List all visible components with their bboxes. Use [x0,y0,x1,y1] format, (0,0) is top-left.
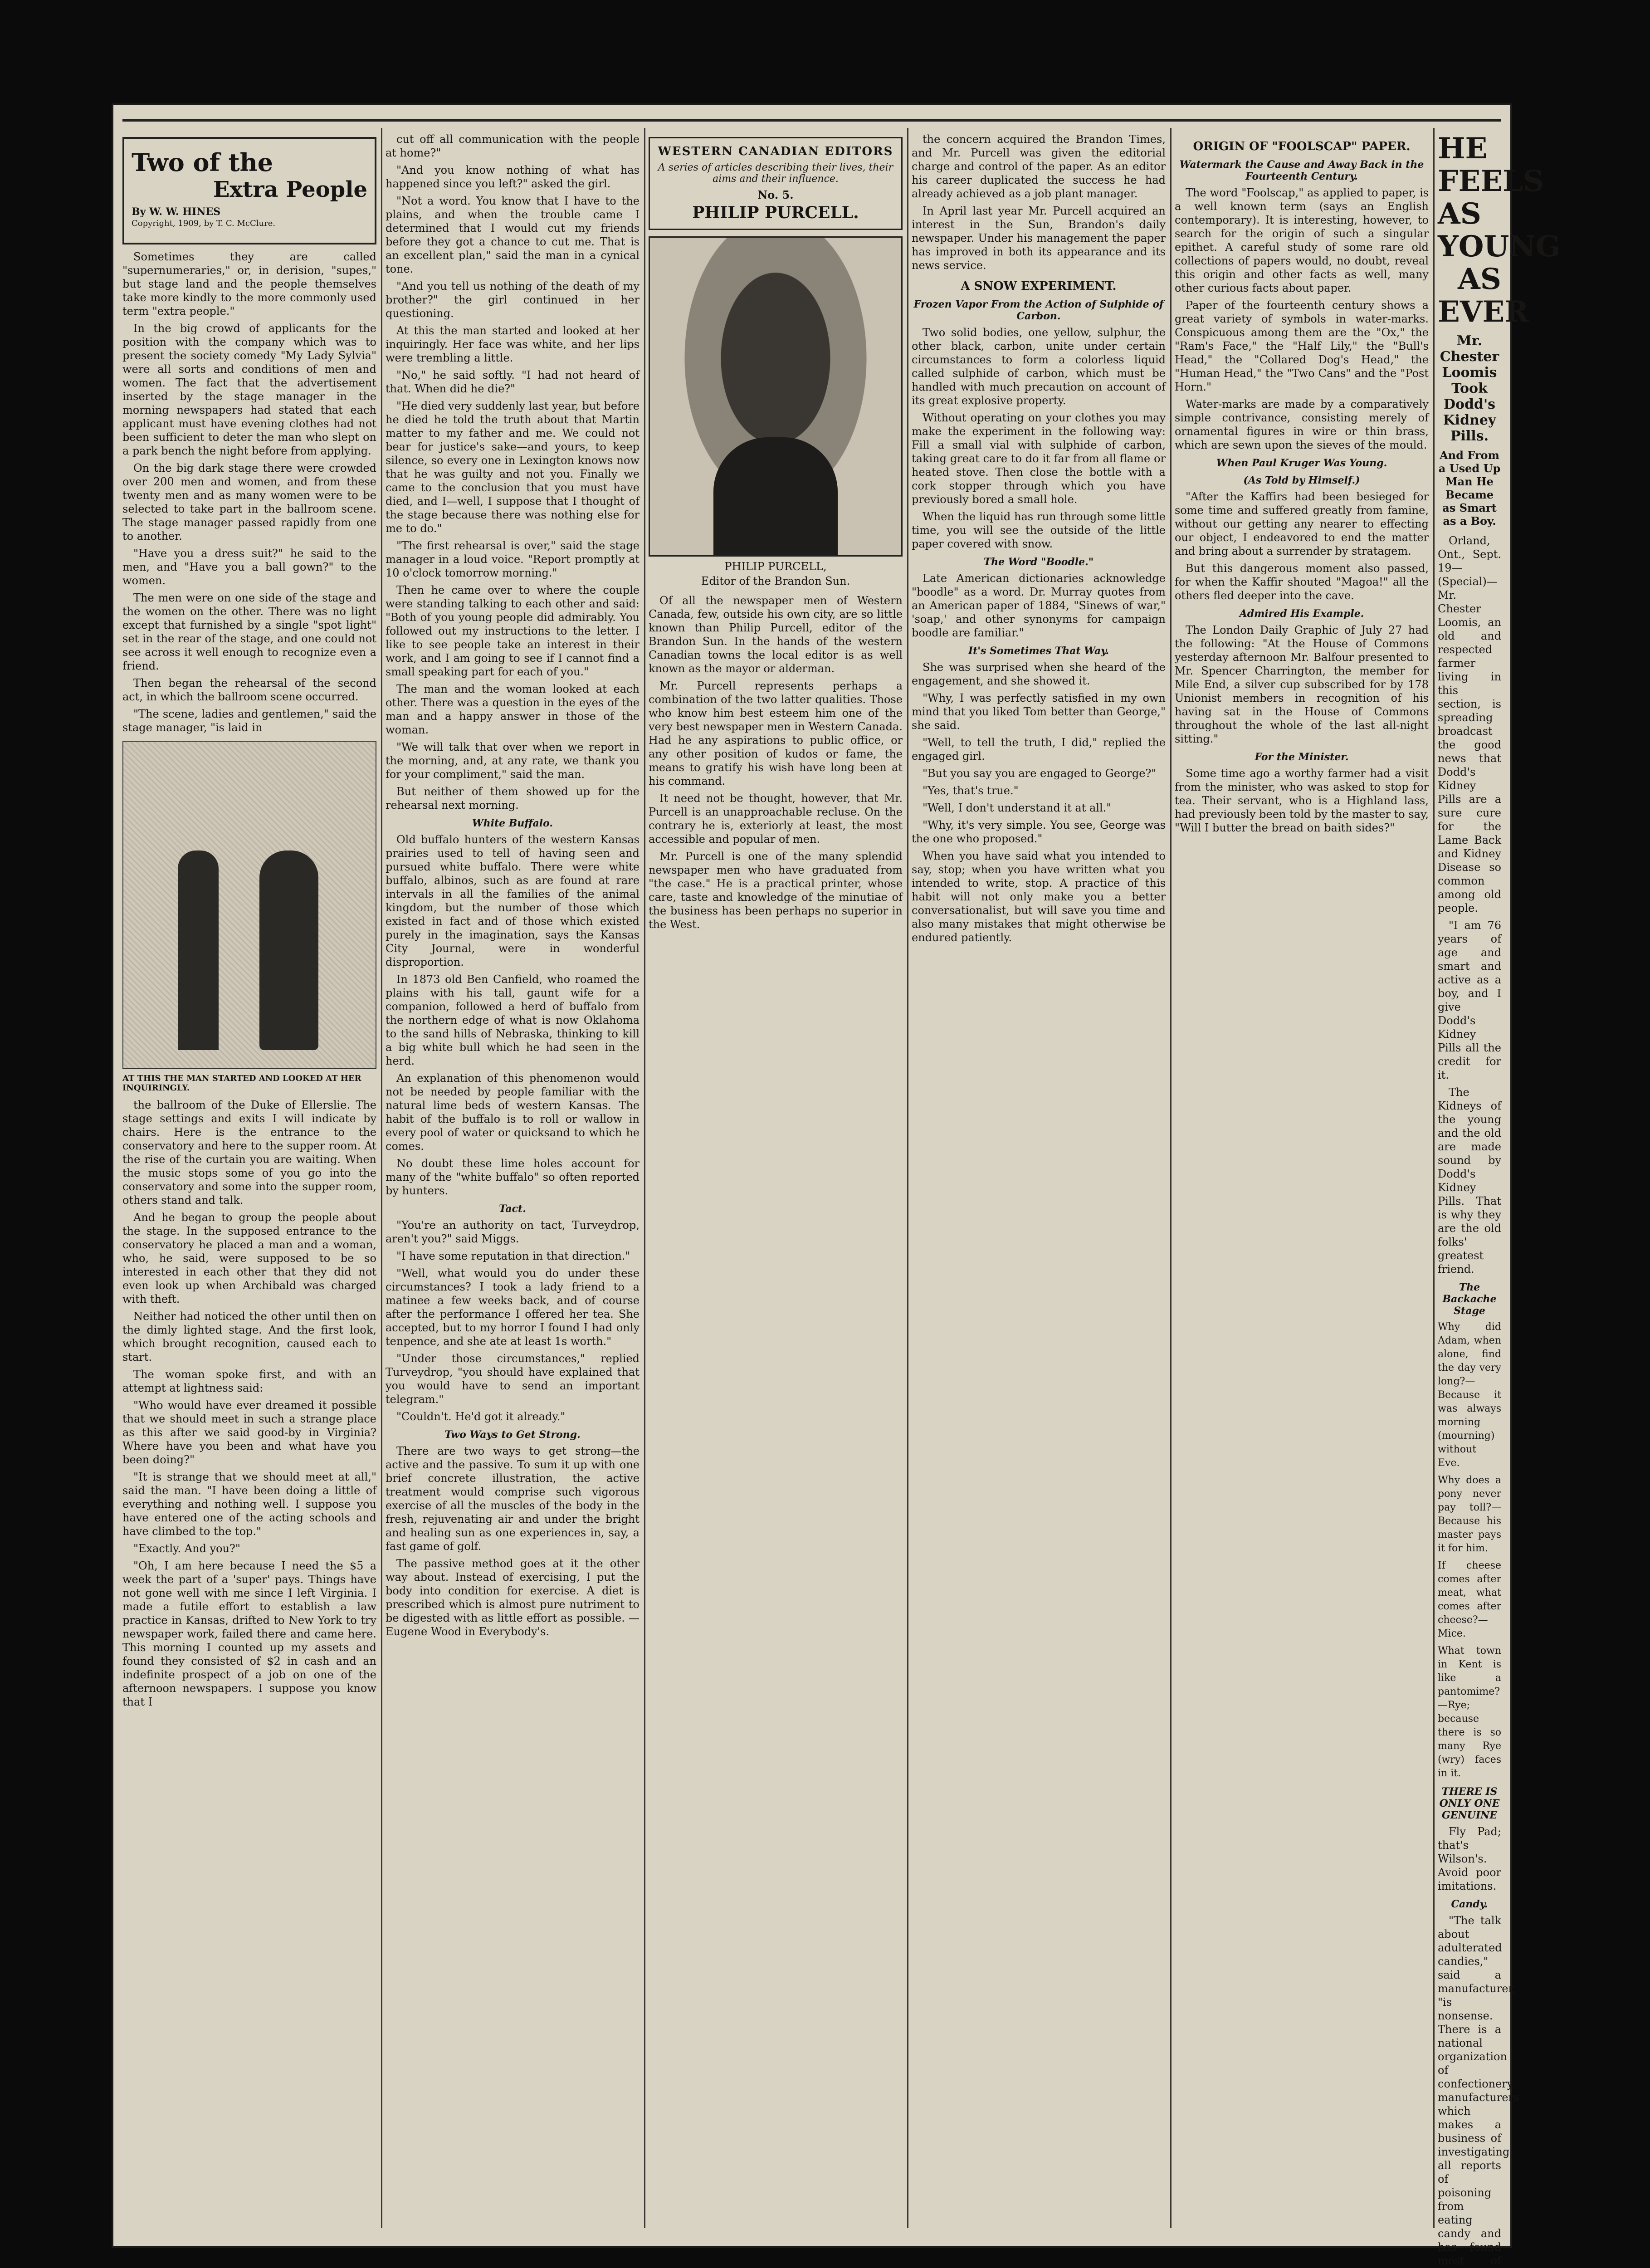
paragraph: "And you tell us nothing of the death of my brother?" the girl continued in her questioning. [386,280,639,320]
paragraph: "Not a word. You know that I have to the plains, and when the trouble came I determined that I would cut my friends before they got a chance to cut me. That is an excellent plan," said the man in a cynical tone. [386,195,639,275]
paragraph: The woman spoke first, and with an attempt at lightness said: [122,1368,376,1394]
ad-headline-2: YOUNG AS EVER [1438,230,1561,329]
column-rule [907,128,908,2228]
portrait-name: PHILIP PURCELL, [724,560,827,573]
paragraph: When you have said what you intended to say, stop; when you have written what you intended to write, stop. A practice of this habit will not only make you a better conversationalist, but will save you time and also many mistakes that might otherwise be endured patiently. [912,850,1166,944]
jokes-strip [1438,1320,1501,1780]
article-subheading: Watermark the Cause and Away Back in the Fourteenth Century. [1179,159,1424,182]
portrait-title: Editor of the Brandon Sun. [701,575,850,587]
paragraph: "Couldn't. He'd got it already." [396,1410,566,1423]
joke: If cheese comes after meat, what comes after cheese?—Mice. [1438,1560,1501,1639]
illustration-caption: AT THIS THE MAN STARTED AND LOOKED AT HER INQUIRINGLY. [122,1074,361,1093]
paragraph: The word "Foolscap," as applied to paper, is a well known term (says an English contemporary). It is interesting, however, to search for the origin of such a singular epithet. A careful study of some rare old collections of papers would, no doubt, reveal this origin and other facts as well, many other curious facts about paper. [1175,186,1429,294]
paragraph: "Exactly. And you?" [133,1542,240,1555]
paragraph: Neither had noticed the other until then on the dimly lighted stage. And the first look, which brought recognition, caused each to start. [122,1310,376,1364]
paragraph: "The first rehearsal is over," said the stage manager in a loud voice. "Report promptly at 10 o'clock tomorrow morning." [386,539,639,579]
ad-headline-1: HE FEELS AS [1438,132,1544,231]
section-heading: The Word "Boodle." [983,556,1094,568]
paragraph: Of all the newspaper men of Western Canada, few, outside his own city, are so little known than Philip Purcell, editor of the Brandon Sun. In the hands of the western Canadian towns the local editor is as well known as the mayor or alderman. [649,594,903,675]
paragraph: "And you know nothing of what has happened since you left?" asked the girl. [386,164,639,190]
portrait-caption [649,560,903,587]
paragraph: "Well, what would you do under these circumstances? I took a lady friend to a matinee a few weeks back, and of course after the performance I offered her tea. She accepted, but to my horror I found I had only tenpence, and she ate at least 1s worth." [386,1267,639,1348]
newspaper-page [113,105,1561,2267]
paragraph: "I am 76 years of age and smart and active as a boy, and I give Dodd's Kidney Pills all the credit for it. [1438,919,1501,1081]
paragraph: "The scene, ladies and gentlemen," said the stage manager, "is laid in [122,708,376,734]
paragraph: In April last year Mr. Purcell acquired an interest in the Sun, Brandon's daily newspaper. Under his management the paper has improved in both its appearance and its news service. [912,205,1166,272]
article-heading: ORIGIN OF "FOOLSCAP" PAPER. [1193,140,1411,153]
ad-subheading-2: And From a Used Up Man He Became as Smart as a Boy. [1438,449,1501,528]
paragraph: The man and the woman looked at each other. There was a question in the eyes of the man and a happy answer in those of the woman. [386,683,639,736]
paragraph: "The talk about adulterated candies," said a manufacturer, "is nonsense. There is a national organization of confectionery manufacturers which makes a business of investigating all reports of poisoning from eating candy and has found most of [1438,1914,1519,2267]
paragraph: Water-marks are made by a comparatively simple contrivance, consisting merely of ornamental figures in wire or thin brass, which are sewn upon the sieves of the mould. [1175,398,1429,451]
section-heading: Admired His Example. [1239,608,1364,620]
paragraph: "Under those circumstances," replied Turveydrop, "you should have explained that you would have to send an important telegram." [386,1352,639,1406]
paragraph: Then he came over to where the couple were standing talking to each other and said: "Both of you young people did admirably. You followed out my instructions to the letter. I like to see people take an interest in their work, and I am going to see if I cannot find a small speaking part for each of you." [386,584,639,678]
paragraph: An explanation of this phenomenon would not be needed by people familiar with the natural lime beds of western Kansas. The habit of the buffalo is to roll or wallow in every pool of water or quicksand to which he comes. [386,1072,639,1153]
paragraph: In the big crowd of applicants for the position with the company which was to present the society comedy "My Lady Sylvia" were all sorts and conditions of men and women. The fact that the advertisement inserted by the stage manager in the morning newspapers had stated that each applicant must have evening clothes had not been sufficient to deter the man who slept on a park bench the night before from applying. [122,322,376,457]
illustration-figure-woman [259,850,318,1050]
story-headline-box [122,137,376,244]
column-5 [1175,132,1429,2228]
ad-subheading: Mr. Chester Loomis Took Dodd's Kidney Pills. [1440,333,1499,444]
paragraph: the concern acquired the Brandon Times, and Mr. Purcell was given the editorial charge and control of the paper. As an editor his career duplicated the success he had already achieved as a job plant manager. [912,133,1166,200]
section-heading: Tact. [499,1203,526,1215]
joke: Why does a pony never pay toll?—Because his master pays it for him. [1438,1475,1501,1554]
illustration-figure-man [178,850,219,1050]
joke: Why did Adam, when alone, find the day very long?—Because it was always morning (mourning) without Eve. [1438,1321,1501,1469]
paragraph: Orland, Ont., Sept. 19—(Special)—Mr. Chester Loomis, an old and respected farmer living in this section, is spreading broadcast the good news that Dodd's Kidney Pills are a sure cure for the Lame Back and Kidney Disease so common among old people. [1438,534,1501,914]
paragraph: In 1873 old Ben Canfield, who roamed the plains with his tall, gaunt wife for a companion, followed a herd of buffalo from the northern edge of what is now Oklahoma to the sand hills of Nebraska, thinking to kill a big white bull which he had seen in the herd. [386,973,639,1067]
headline-line-1: Two of the [132,148,273,177]
paragraph: "We will talk that over when we report in the morning, and, at any rate, we thank you for your compliment," said the man. [386,741,639,781]
paragraph: Late American dictionaries acknowledge "boodle" as a word. Dr. Murray quotes from an American paper of 1884, "Sinews of war," 'soap,' and other synonyms for campaign boodle are familiar." [912,572,1166,639]
paragraph: Some time ago a worthy farmer had a visit from the minister, who was asked to stop for tea. Their servant, who is a Highland lass, had previously been told by the master to say, "Will I butter the bread on baith sides?" [1175,767,1429,834]
paragraph: the ballroom of the Duke of Ellerslie. The stage settings and exits I will indicate by chairs. Here is the entrance to the conservatory and here to the supper room. At the rise of the curtain you are waiting. When the music stops some of you go into the conservatory and some into the supper room, others stand and talk. [122,1099,376,1207]
section-heading: White Buffalo. [472,817,553,829]
section-heading: The Backache Stage [1442,1281,1497,1317]
paragraph: "Why, it's very simple. You see, George was the one who proposed." [912,819,1166,845]
paragraph: "You're an authority on tact, Turveydrop, aren't you?" said Miggs. [386,1219,639,1245]
paragraph: But this dangerous moment also passed, for when the Kaffir shouted "Magoa!" all the others fled deeper into the cave. [1175,562,1429,602]
paragraph: Two solid bodies, one yellow, sulphur, the other black, carbon, unite under certain circumstances to form a colorless liquid called sulphide of carbon, which must be handled with much precaution on account of its great explosive property. [912,326,1166,407]
section-heading: Candy. [1451,1898,1488,1910]
paragraph: "Well, to tell the truth, I did," replied the engaged girl. [912,736,1166,763]
paragraph: Mr. Purcell represents perhaps a combination of the two latter qualities. Those who know him best esteem him one of the very best newspaper men in Western Canada. Had he any aspirations to public office, or any other position of kudos or fame, the means to gratify his wish have long been at his command. [649,679,903,787]
copyright-line: Copyright, 1909, by T. C. McClure. [132,219,276,228]
paragraph: "I have some reputation in that direction." [396,1250,630,1262]
column-rule [1170,128,1172,2228]
paragraph: "Yes, that's true." [923,784,1019,797]
paragraph: "He died very suddenly last year, but before he died he told the truth about that Martin matter to my father and me. We could not bear for justice's sake—and yours, to keep silence, so every one in Lexington knows now that he was guilty and not you. Finally we came to the conclusion that you must have died, and I—well, I suppose that I thought of the stage because there was nothing else for me to do." [386,400,639,535]
headline-line-2: Extra People [213,177,367,202]
column-rule [1433,128,1435,2228]
top-rule [122,119,1501,122]
paragraph: And he began to group the people about the stage. In the supposed entrance to the conservatory he placed a man and a woman, who, he said, were supposed to be so interested in each other that they did not even look up when Archibald was charged with theft. [122,1211,376,1305]
paragraph: "Have you a dress suit?" he said to the men, and "Have you a ball gown?" to the women. [122,547,376,587]
paragraph: Sometimes they are called "supernumeraries," or, in derision, "supes," but stage land and the people themselves take more kindly to the more commonly used term "extra people." [122,250,376,318]
paragraph: The men were on one side of the stage and the women on the other. There was no light except that furnished by a single "spot light" set in the rear of the stage, and one could not see across it well enough to recognize even a friend. [122,591,376,672]
series-description: A series of articles describing their lives, their aims and their influence. [658,162,893,185]
section-subheading: (As Told by Himself.) [1243,474,1360,486]
column-1 [122,132,376,2228]
paragraph: The passive method goes at it the other way about. Instead of exercising, I put the body into condition for exercise. A diet is prescribed which is almost pure nutriment to be digested with as little effort as possible. —Eugene Wood in Everybody's. [386,1557,639,1638]
column-rule [381,128,382,2228]
notice-heading: THERE IS ONLY ONE GENUINE [1439,1786,1500,1821]
paragraph: She was surprised when she heard of the engagement, and she showed it. [912,661,1166,687]
paragraph: Then began the rehearsal of the second act, in which the ballroom scene occurred. [122,677,376,703]
article-subheading: Frozen Vapor From the Action of Sulphide of Carbon. [913,298,1164,322]
paragraph: "Well, I don't understand it at all." [923,802,1112,814]
series-name: PHILIP PURCELL. [692,203,859,222]
column-2 [386,132,639,2228]
section-heading: Two Ways to Get Strong. [444,1429,581,1441]
section-heading: When Paul Kruger Was Young. [1216,457,1387,469]
section-heading: It's Sometimes That Way. [968,645,1109,657]
paragraph: Paper of the fourteenth century shows a great variety of symbols in water-marks. Conspicuous among them are the "Ox," the "Ram's Face," the "Half Lily," the "Bull's Head," the "Collared Dog's Head," the "Human Head," the "Two Cans" and the "Post Horn." [1175,299,1429,393]
column-4 [912,132,1166,2228]
paragraph: "But you say you are engaged to George?" [923,767,1157,780]
paragraph: No doubt these lime holes account for many of the "white buffalo" so often reported by hunters. [386,1157,639,1197]
paragraph: At this the man started and looked at her inquiringly. Her face was white, and her lips were trembling a little. [386,324,639,364]
story-illustration [122,741,376,1069]
paragraph: "Who would have ever dreamed it possible that we should meet in such a strange place as this after we said good-by in Virginia? Where have you been and what have you been doing?" [122,1399,376,1466]
series-label: WESTERN CANADIAN EDITORS [658,145,893,158]
paragraph: Without operating on your clothes you may make the experiment in the following way: Fill a small vial with sulphide of carbon, taking great care to do it far from all flame or heated stove. Then close the bottle with a cork stopper through which you have previously bored a small hole. [912,411,1166,506]
section-heading: For the Minister. [1255,751,1349,763]
paragraph: Old buffalo hunters of the western Kansas prairies used to tell of having seen and pursued white buffalo. There were white buffalo, albinos, such as are found at rare intervals in all the families of the animal kingdom, but the number of those which existed in fact and of those which existed purely in the imagination, says the Kansas City Journal, were in wonderful disproportion. [386,833,639,968]
paragraph: "After the Kaffirs had been besieged for some time and suffered greatly from famine, without our getting any nearer to effecting our object, I endeavored to end the matter and bring about a surrender by stratagem. [1175,490,1429,557]
series-number: No. 5. [757,188,794,201]
joke: What town in Kent is like a pantomime?—Rye; because there is so many Rye (wry) faces in it. [1438,1645,1501,1779]
paragraph: It need not be thought, however, that Mr. Purcell is an unapproachable recluse. On the contrary he is, exteriorly at least, the most accessible and popular of men. [649,792,903,846]
paragraph: cut off all communication with the people at home?" [386,133,639,159]
article-heading: A SNOW EXPERIMENT. [961,279,1117,293]
paragraph: "It is strange that we should meet at all," said the man. "I have been doing a little of everything and nothing well. I suppose you have entered one of the acting schools and have climbed to the top." [122,1471,376,1538]
editor-portrait [649,236,903,557]
paragraph: "No," he said softly. "I had not heard of that. When did he die?" [386,369,639,395]
paragraph: The Kidneys of the young and the old are made sound by Dodd's Kidney Pills. That is why they are the old folks' greatest friend. [1438,1086,1501,1276]
paragraph: When the liquid has run through some little time, you will see the outside of the little paper covered with snow. [912,510,1166,550]
portrait-suit [713,437,838,555]
paragraph: On the big dark stage there were crowded over 200 men and women, and from these twenty men and as many women were to be selected to take part in the ballroom scene. The stage manager passed rapidly from one to another. [122,462,376,543]
column-3 [649,132,903,2228]
paragraph: The London Daily Graphic of July 27 had the following: "At the House of Commons yesterday afternoon Mr. Balfour presented to Mr. Spencer Charrington, the member for Mile End, a silver cup subscribed for by 178 Unionist members in recognition of his having sat in the House of Commons throughout the whole of the last all-night sitting." [1175,624,1429,745]
column-6 [1438,132,1561,2267]
column-rule [644,128,645,2228]
byline: By W. W. HINES [132,206,221,218]
paragraph: "Why, I was perfectly satisfied in my own mind that you liked Tom better than George," she said. [912,692,1166,732]
paragraph: There are two ways to get strong—the active and the passive. To sum it up with one brief concrete illustration, the active treatment would comprise such vigorous exercise of all the muscles of the body in the fresh, rejuvenating air and under the bright and healing sun as one experiences in, say, a fast game of golf. [386,1445,639,1553]
paragraph: Mr. Purcell is one of the many splendid newspaper men who have graduated from "the case." He is a practical printer, whose care, taste and knowledge of the minutiae of the business has been perhaps no superior in the West. [649,850,903,931]
notice-text: Fly Pad; that's Wilson's. Avoid poor imitations. [1438,1825,1501,1892]
paragraph: "Oh, I am here because I need the $5 a week the part of a 'super' pays. Things have not gone well with me since I left Virginia. I made a futile effort to establish a law practice in Kansas, drifted to New York to try newspaper work, failed there and came here. This morning I counted up my assets and found they consisted of $2 in cash and an indefinite prospect of a job on one of the afternoon newspapers. I suppose you know that I [122,1559,376,1708]
paragraph: But neither of them showed up for the rehearsal next morning. [386,785,639,811]
series-header-box [649,137,903,230]
